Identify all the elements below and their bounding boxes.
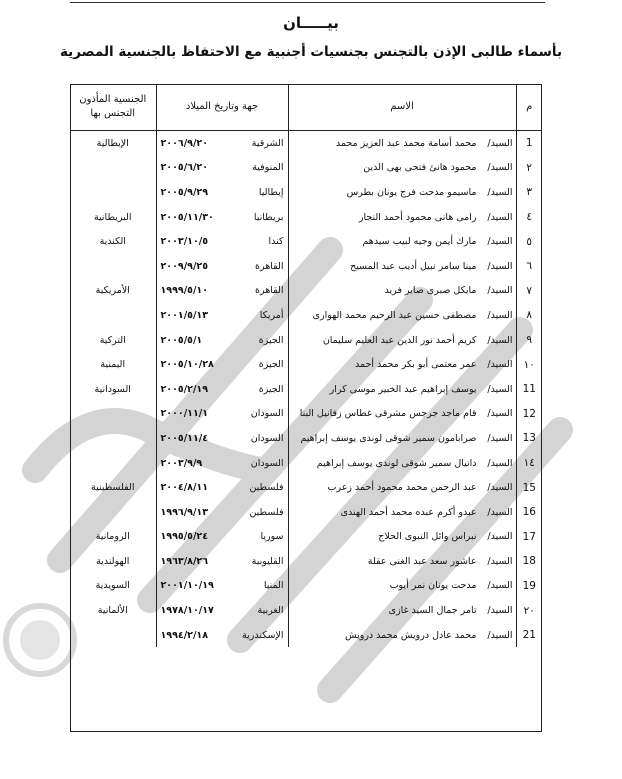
nationality-cell: السودانية [94, 383, 131, 395]
table-row [70, 549, 542, 574]
applicant-name: عمر معتمى أبو بكر محمد أحمد [355, 359, 477, 371]
applicant-name: مصطفى حسين عبد الرحيم محمد الهوارى [312, 309, 477, 321]
table-row [70, 254, 542, 279]
birth-cell [156, 352, 288, 377]
table-header-row [70, 84, 542, 131]
table-row [70, 623, 542, 648]
applicant-name: عاشور سعد عبد الغنى عقلة [367, 555, 477, 567]
birth-date: ٢٠٠٤/٨/١١ [160, 482, 209, 494]
birth-date: ٢٠٠٥/١١/٤ [160, 432, 209, 444]
birth-place: كندا [268, 236, 284, 248]
birth-place: فلسطين [249, 506, 284, 518]
row-number: ٥ [516, 229, 542, 254]
row-number: 11 [516, 377, 542, 402]
table-row [70, 475, 542, 500]
birth-date: ٢٠٠٦/٩/٢٠ [160, 137, 209, 149]
header-number: م [516, 84, 542, 131]
nationality-cell: التركية [99, 334, 126, 346]
birth-cell [156, 377, 288, 402]
birth-cell [156, 229, 288, 254]
birth-place: الجيزة [258, 383, 284, 395]
table-row [70, 303, 542, 328]
birth-date: ١٩٩٩/٥/١٠ [160, 285, 209, 297]
birth-place: القليوبية [251, 555, 284, 567]
birth-place: القاهرة [255, 285, 284, 297]
row-number: ٣ [516, 180, 542, 205]
applicant-name: يوسف إبراهيم عبد الخبير موسى كرار [329, 383, 477, 395]
table-row [70, 131, 542, 156]
nationality-cell: الفلسطينية [91, 482, 135, 494]
top-rule [70, 2, 545, 3]
birth-date: ٢٠٠٥/١١/٣٠ [160, 211, 214, 223]
table-row [70, 279, 542, 304]
applicant-name: مينا سامر نبيل أديب عبد المسيح [350, 260, 477, 272]
birth-cell [156, 279, 288, 304]
applicant-name-cell [288, 328, 516, 353]
nationality-cell [70, 254, 156, 279]
honorific: السيد/ [487, 531, 513, 543]
birth-cell [156, 328, 288, 353]
honorific: السيد/ [487, 432, 513, 444]
nationality-cell [70, 402, 156, 427]
table-row [70, 229, 542, 254]
applicant-name-cell [288, 475, 516, 500]
row-number: ٢٠ [516, 598, 542, 623]
nationality-cell: البريطانية [93, 211, 132, 223]
honorific: السيد/ [487, 285, 513, 297]
header-nationality: الجنسية المأذون التجنس بها [70, 84, 156, 131]
row-number: ١٤ [516, 451, 542, 476]
birth-date: ٢٠٠٩/٩/٢٥ [160, 260, 209, 272]
honorific: السيد/ [487, 186, 513, 198]
nationality-cell: الهولندية [96, 555, 130, 567]
applicant-name: محمد أسامة محمد عبد العزيز محمد [335, 137, 477, 149]
applicant-name: تامر جمال السيد غازى [388, 605, 477, 617]
honorific: السيد/ [487, 580, 513, 592]
document-title: بيـــــان [283, 14, 339, 32]
row-number: 18 [516, 549, 542, 574]
applicant-name: محمود هانئ فتحى بهى الدين [363, 162, 477, 174]
applicant-name-cell [288, 180, 516, 205]
applicant-name: نبراس وائل النبوى الحلاج [378, 531, 477, 543]
birth-date: ٢٠٠٣/٩/٩ [160, 457, 203, 469]
applicant-name-cell [288, 623, 516, 648]
applicant-name: عبد الرحمن محمد محمود أحمد زعرب [327, 482, 477, 494]
nationality-cell [70, 500, 156, 525]
birth-cell [156, 475, 288, 500]
applicant-name-cell [288, 500, 516, 525]
birth-date: ٢٠٠٠/١١/١ [160, 408, 209, 420]
birth-place: إيطاليا [258, 186, 284, 198]
header-name: الاسم [288, 84, 516, 131]
applicant-name: ماسيمو مدحت فرج يونان بطرس [346, 186, 477, 198]
row-number: ٩ [516, 328, 542, 353]
birth-place: الغربية [257, 605, 284, 617]
applicant-name-cell [288, 598, 516, 623]
row-number: ٤ [516, 205, 542, 230]
applicant-name-cell [288, 279, 516, 304]
birth-date: ٢٠٠٣/١٠/٥ [160, 236, 209, 248]
applicant-name-cell [288, 131, 516, 156]
birth-cell [156, 426, 288, 451]
birth-date: ١٩٦٣/٨/٢٦ [160, 555, 209, 567]
applicant-name: رامى هانى محمود أحمد النجار [358, 211, 477, 223]
table-row [70, 525, 542, 550]
table-row [70, 205, 542, 230]
birth-place: الجيزة [258, 359, 284, 371]
applicant-name-cell [288, 574, 516, 599]
honorific: السيد/ [487, 260, 513, 272]
birth-place: المنيا [263, 580, 284, 592]
applicant-name: محمد عادل درويش محمد درويش [345, 629, 477, 641]
applicant-name-cell [288, 229, 516, 254]
honorific: السيد/ [487, 408, 513, 420]
applicant-name: عبدو أكرم عبده محمد أحمد الهندى [340, 506, 477, 518]
birth-place: فلسطين [249, 482, 284, 494]
birth-place: سوريا [260, 531, 284, 543]
nationality-cell [70, 156, 156, 181]
honorific: السيد/ [487, 605, 513, 617]
honorific: السيد/ [487, 482, 513, 494]
birth-cell [156, 598, 288, 623]
row-number: ٧ [516, 279, 542, 304]
birth-cell [156, 205, 288, 230]
nationality-cell: الرومانية [95, 531, 130, 543]
applicant-name-cell [288, 402, 516, 427]
birth-date: ١٩٩٤/٢/١٨ [160, 629, 209, 641]
table-row [70, 426, 542, 451]
row-number: ٦ [516, 254, 542, 279]
birth-cell [156, 500, 288, 525]
applicants-table [70, 84, 542, 647]
birth-cell [156, 574, 288, 599]
row-number: ١٠ [516, 352, 542, 377]
nationality-cell [70, 426, 156, 451]
birth-date: ٢٠٠٥/٦/٢٠ [160, 162, 209, 174]
honorific: السيد/ [487, 137, 513, 149]
applicant-name-cell [288, 254, 516, 279]
nationality-cell [70, 623, 156, 648]
birth-cell [156, 131, 288, 156]
applicant-name: كريم أحمد نور الدين عبد العليم سليمان [322, 334, 477, 346]
row-number: 19 [516, 574, 542, 599]
applicant-name-cell [288, 451, 516, 476]
birth-cell [156, 402, 288, 427]
birth-place: السودان [250, 457, 284, 469]
row-number: ٢ [516, 156, 542, 181]
nationality-cell: الإيطالية [96, 137, 129, 149]
row-number: 17 [516, 525, 542, 550]
applicant-name: دانيال سمير شوقى لوندى يوسف إبراهيم [316, 457, 477, 469]
honorific: السيد/ [487, 629, 513, 641]
row-number: 12 [516, 402, 542, 427]
applicant-name-cell [288, 352, 516, 377]
birth-place: الإسكندرية [242, 629, 284, 641]
nationality-cell [70, 303, 156, 328]
birth-date: ١٩٩٦/٩/١٣ [160, 506, 209, 518]
honorific: السيد/ [487, 211, 513, 223]
honorific: السيد/ [487, 359, 513, 371]
birth-place: الجيزة [258, 334, 284, 346]
applicant-name-cell [288, 205, 516, 230]
table-row [70, 451, 542, 476]
row-number: 13 [516, 426, 542, 451]
birth-date: ٢٠٠٥/٩/٢٩ [160, 186, 209, 198]
birth-cell [156, 525, 288, 550]
birth-place: أمريكا [259, 309, 284, 321]
table-row [70, 574, 542, 599]
birth-place: السودان [250, 408, 284, 420]
birth-cell [156, 180, 288, 205]
nationality-cell [70, 180, 156, 205]
applicant-name-cell [288, 377, 516, 402]
applicant-name-cell [288, 426, 516, 451]
table-row [70, 598, 542, 623]
applicant-name: مدحت يونان نمر أيوب [389, 580, 477, 592]
table-row [70, 500, 542, 525]
nationality-cell: الألمانية [97, 605, 128, 617]
applicant-name: صرابامون سمير شوقى لوندى يوسف إبراهيم [300, 432, 477, 444]
birth-date: ١٩٩٥/٥/٢٤ [160, 531, 209, 543]
table-row [70, 377, 542, 402]
birth-cell [156, 549, 288, 574]
birth-date: ٢٠٠٥/١٠/٢٨ [160, 359, 214, 371]
birth-date: ٢٠٠١/٥/١٣ [160, 309, 209, 321]
applicant-name: قام ماجد جرجس مشرقى غطاس زفانيل البنا [299, 408, 477, 420]
honorific: السيد/ [487, 383, 513, 395]
row-number: 21 [516, 623, 542, 648]
birth-date: ٢٠٠٥/٥/١ [160, 334, 203, 346]
header-birth: جهة وتاريخ الميلاد [156, 84, 288, 131]
birth-cell [156, 156, 288, 181]
row-number: ٨ [516, 303, 542, 328]
honorific: السيد/ [487, 309, 513, 321]
honorific: السيد/ [487, 555, 513, 567]
birth-date: ٢٠٠٥/٢/١٩ [160, 383, 209, 395]
nationality-cell [70, 451, 156, 476]
table-row [70, 156, 542, 181]
applicant-name-cell [288, 303, 516, 328]
document-subtitle: بأسماء طالبى الإذن بالتجنس بجنسيات أجنبية مع الاحتفاظ بالجنسية المصرية [59, 44, 563, 60]
birth-place: الشرقية [251, 137, 284, 149]
honorific: السيد/ [487, 334, 513, 346]
nationality-cell: الكندية [99, 236, 126, 248]
applicant-name-cell [288, 549, 516, 574]
nationality-cell: اليمنية [100, 359, 126, 371]
applicant-name: مايكل صبرى صابر فريد [384, 285, 477, 297]
row-number: 15 [516, 475, 542, 500]
honorific: السيد/ [487, 457, 513, 469]
birth-date: ٢٠٠١/١٠/١٩ [160, 580, 214, 592]
birth-cell [156, 303, 288, 328]
nationality-cell: الأمريكية [95, 285, 130, 297]
row-number: 1 [516, 131, 542, 156]
birth-cell [156, 451, 288, 476]
row-number: 16 [516, 500, 542, 525]
table-row [70, 328, 542, 353]
applicant-name-cell [288, 156, 516, 181]
birth-place: السودان [250, 432, 284, 444]
applicant-name: مارك أيمن وجيه لبيب سيدهم [362, 236, 477, 248]
birth-cell [156, 254, 288, 279]
table-row [70, 402, 542, 427]
birth-place: بريطانيا [253, 211, 284, 223]
birth-place: القاهرة [255, 260, 284, 272]
honorific: السيد/ [487, 162, 513, 174]
table-row [70, 352, 542, 377]
table-row [70, 180, 542, 205]
birth-cell [156, 623, 288, 648]
honorific: السيد/ [487, 506, 513, 518]
honorific: السيد/ [487, 236, 513, 248]
birth-place: المنوفية [252, 162, 284, 174]
birth-date: ١٩٧٨/١٠/١٧ [160, 605, 214, 617]
nationality-cell: السويدية [95, 580, 130, 592]
applicant-name-cell [288, 525, 516, 550]
